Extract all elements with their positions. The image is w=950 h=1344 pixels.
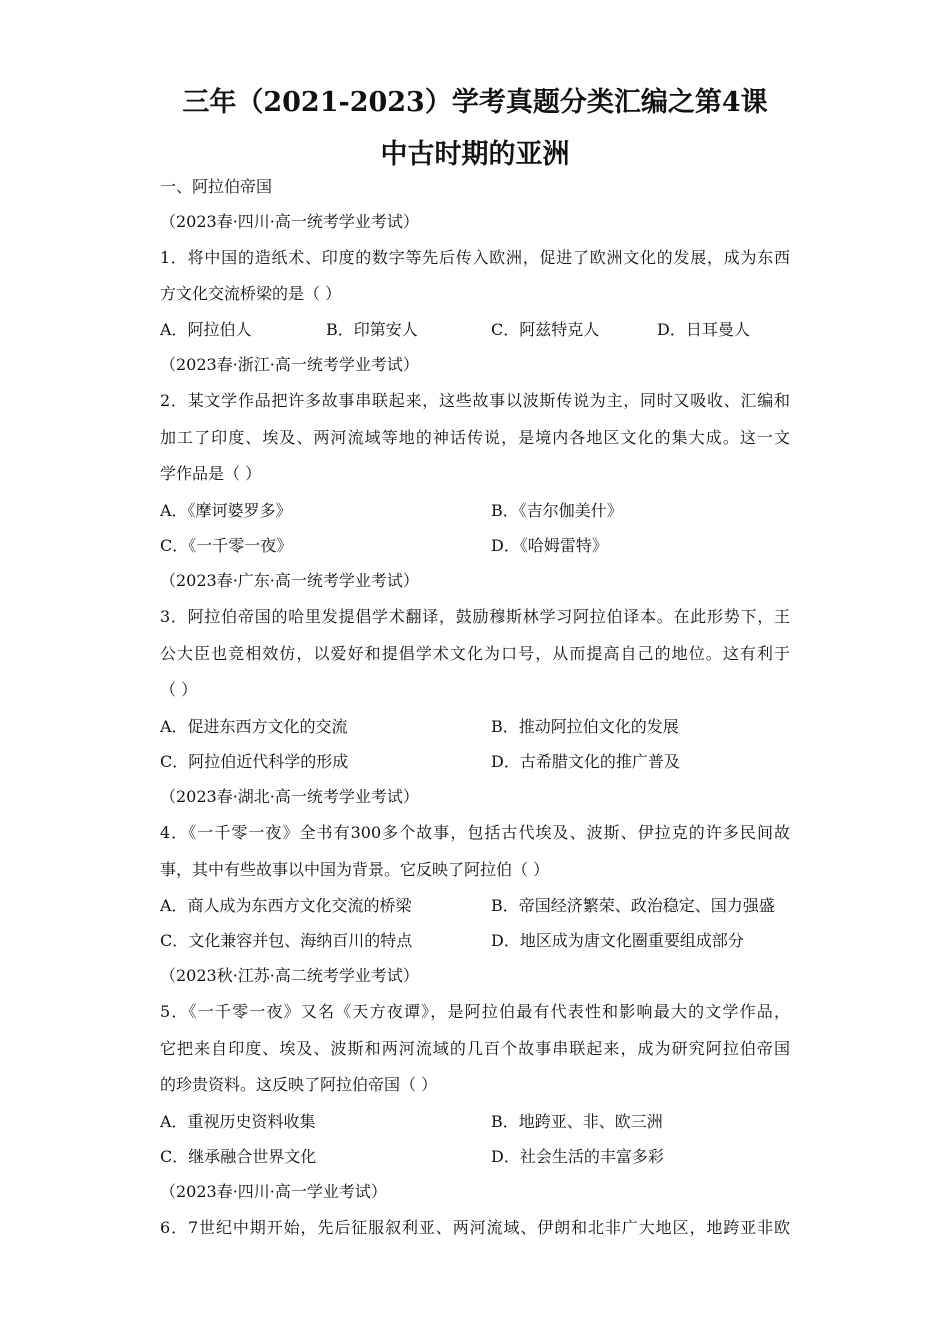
question-text-line: 1．将中国的造纸术、印度的数字等先后传入欧洲，促进了欧洲文化的发展，成为东西 [160, 248, 790, 267]
question-text-line: 学作品是（ ） [160, 464, 262, 483]
option-b[interactable]: B．帝国经济繁荣、政治稳定、国力强盛 [491, 896, 775, 915]
question-source: （2023秋·江苏·高二统考学业考试） [160, 966, 419, 985]
option-b[interactable]: B．印第安人 [326, 320, 418, 339]
option-c[interactable]: C．文化兼容并包、海纳百川的特点 [160, 931, 413, 950]
document-title-line-2: 中古时期的亚洲 [380, 139, 570, 170]
question-text-line: 它把来自印度、埃及、波斯和两河流域的几百个故事串联起来，成为研究阿拉伯帝国 [160, 1039, 790, 1058]
question-source: （2023春·四川·高一统考学业考试） [160, 212, 419, 231]
option-d[interactable]: D．地区成为唐文化圈重要组成部分 [491, 931, 744, 950]
question-text-line: （ ） [160, 680, 198, 699]
option-c[interactable]: C．《一千零一夜》 [160, 536, 293, 555]
option-b[interactable]: B．推动阿拉伯文化的发展 [491, 717, 679, 736]
option-a[interactable]: A．促进东西方文化的交流 [160, 717, 348, 736]
option-b[interactable]: B．地跨亚、非、欧三洲 [491, 1112, 663, 1131]
option-c[interactable]: C．阿兹特克人 [491, 320, 600, 339]
question-source: （2023春·浙江·高一统考学业考试） [160, 355, 419, 374]
option-a[interactable]: A．商人成为东西方文化交流的桥梁 [160, 896, 412, 915]
option-a[interactable]: A．重视历史资料收集 [160, 1112, 316, 1131]
question-text-line: 2．某文学作品把许多故事串联起来，这些故事以波斯传说为主，同时又吸收、汇编和 [160, 391, 790, 410]
option-d[interactable]: D．社会生活的丰富多彩 [491, 1147, 664, 1166]
question-text-line: 3．阿拉伯帝国的哈里发提倡学术翻译，鼓励穆斯林学习阿拉伯译本。在此形势下，王 [160, 607, 790, 626]
question-text-line: 方文化交流桥梁的是（ ） [160, 284, 342, 303]
option-b[interactable]: B．《吉尔伽美什》 [491, 501, 623, 520]
option-d[interactable]: D．古希腊文化的推广普及 [491, 752, 680, 771]
document-title-line-1: 三年（2021-2023）学考真题分类汇编之第4课 [182, 87, 768, 118]
question-text-line: 公大臣也竞相效仿，以爱好和提倡学术文化为口号，从而提高自己的地位。这有利于 [160, 644, 790, 663]
option-a[interactable]: A．《摩诃婆罗多》 [160, 501, 292, 520]
option-d[interactable]: D．《哈姆雷特》 [491, 536, 608, 555]
option-c[interactable]: C．继承融合世界文化 [160, 1147, 317, 1166]
option-c[interactable]: C．阿拉伯近代科学的形成 [160, 752, 349, 771]
question-text-line: 6．7世纪中期开始，先后征服叙利亚、两河流域、伊朗和北非广大地区，地跨亚非欧 [160, 1218, 790, 1237]
question-source: （2023春·广东·高一统考学业考试） [160, 571, 419, 590]
question-text-line: 4．《一千零一夜》全书有300多个故事，包括古代埃及、波斯、伊拉克的许多民间故 [160, 823, 790, 842]
option-a[interactable]: A．阿拉伯人 [160, 320, 252, 339]
question-text-line: 加工了印度、埃及、两河流域等地的神话传说，是境内各地区文化的集大成。这一文 [160, 428, 790, 447]
question-text-line: 的珍贵资料。这反映了阿拉伯帝国（ ） [160, 1075, 438, 1094]
question-source: （2023春·湖北·高一统考学业考试） [160, 787, 419, 806]
question-text-line: 事，其中有些故事以中国为背景。它反映了阿拉伯（ ） [160, 860, 550, 879]
question-text-line: 5．《一千零一夜》又名《天方夜谭》，是阿拉伯最有代表性和影响最大的文学作品， [160, 1002, 790, 1021]
option-d[interactable]: D．日耳曼人 [657, 320, 750, 339]
question-source: （2023春·四川·高一学业考试） [160, 1182, 387, 1201]
section-heading: 一、阿拉伯帝国 [160, 177, 273, 196]
